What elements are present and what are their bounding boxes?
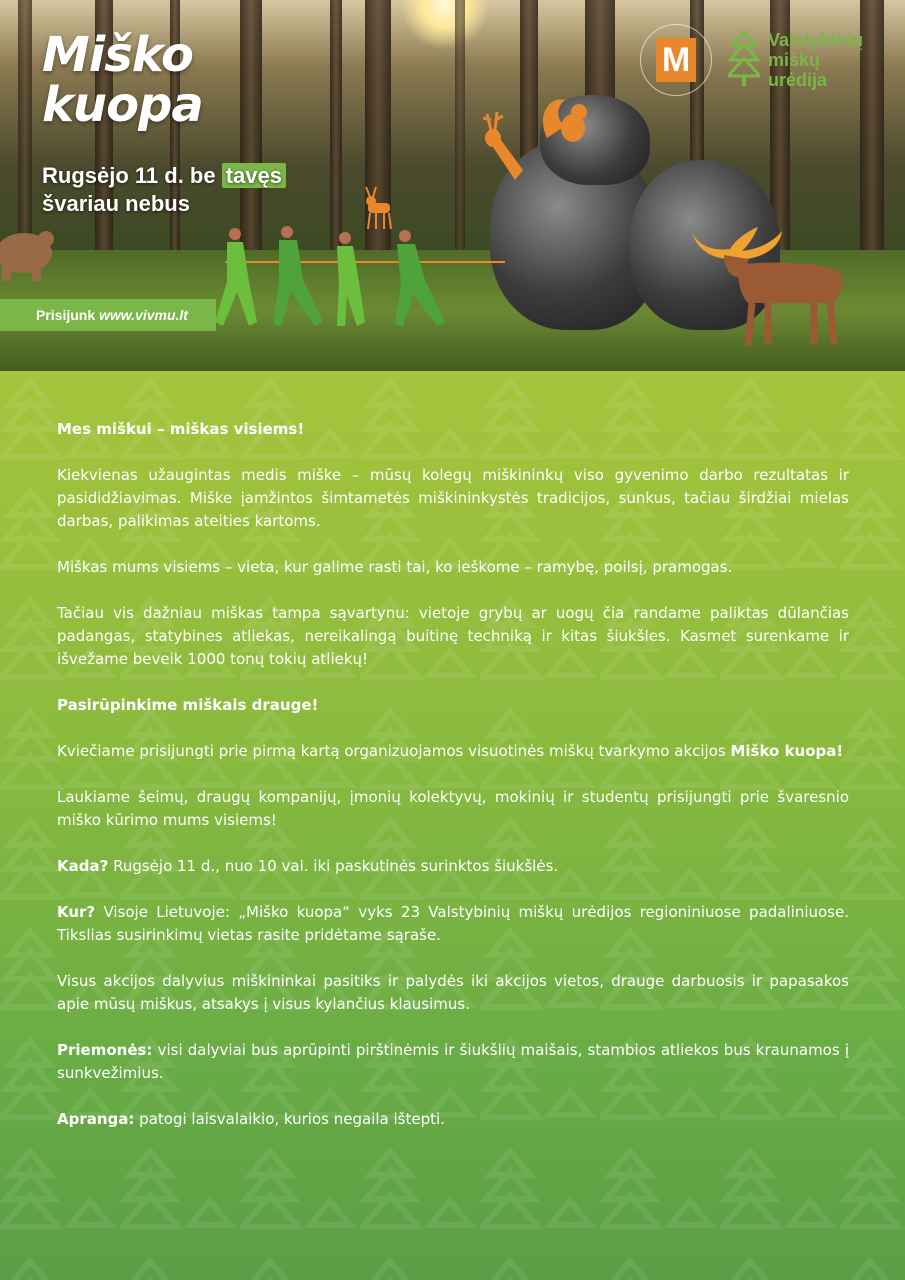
paragraph-invitation (57, 740, 849, 763)
where-label: Kur? (57, 903, 96, 921)
gear-paragraph (57, 1108, 849, 1131)
hero-banner (0, 0, 905, 371)
paragraph-text: Kviečiame prisijungti prie pirmą kartą organizuojamos visuotinės miškų tvarkymo akcijos (57, 742, 731, 760)
tools-paragraph (57, 1039, 849, 1085)
tagline (42, 162, 286, 218)
gear-text: patogi laisvalaikio, kurios negaila ištepti. (134, 1110, 445, 1128)
tagline-line2: švariau nebus (42, 191, 190, 216)
when-text: Rugsėjo 11 d., nuo 10 val. iki paskutinės surinktos šiukšlės. (108, 857, 559, 875)
paragraph: Kiekvienas užaugintas medis miške – mūsų kolegų miškininkų viso gyvenimo darbo rezultatas ir pasididžiavimas. Miške įamžintos šimtametės miškininkystės tradicijos, sunkus, tačiau širdžiai mielas darbas, palikimas ateities kartoms. (57, 466, 849, 530)
sunlight (400, 0, 490, 50)
event-title-line1: Miško (42, 27, 193, 83)
paragraph: Laukiame šeimų, draugų kompanijų, įmonių kolektyvų, mokinių ir studentų prisijungti prie švaresnio miško kūrimo mums visiems! (57, 788, 849, 829)
section-heading: Pasirūpinkime miškais drauge! (57, 696, 319, 714)
volunteers-illustration (205, 222, 505, 332)
paragraph: Tačiau vis dažniau miškas tampa sąvartynu: vietoje grybų ar uogų čia randame paliktas dūlančias padangas, statybines atliekas, nereikalingą buitinę techniką ir kitas šiukšles. Kasmet surenkame ir išvežame beveik 1000 tonų tokių atliekų! (57, 604, 849, 668)
tree-logo-icon (728, 30, 760, 88)
tree-trunk (240, 0, 262, 260)
event-title-line2: kuopa (42, 77, 203, 133)
paragraph: Visus akcijos dalyvius miškininkai pasitiks ir palydės iki akcijos vietos, drauge darbuosis ir papasakos apie mūsų miškus, atsakys į visus kylančius klausimus. (57, 972, 849, 1013)
tree-trunk (860, 0, 884, 260)
tree-trunk (330, 0, 342, 260)
event-title (42, 27, 203, 133)
deer-illustration (475, 110, 535, 200)
where-text: Visoje Lietuvoje: „Miško kuopa“ vyks 23 Valstybinių miškų urėdijos regioniniuose padaliniuose. Tikslias susirinkimų vietas rasite pridėtame sąraše. (57, 903, 849, 944)
article-body (57, 418, 849, 1154)
bear-illustration (0, 225, 56, 283)
tools-label: Priemonės: (57, 1041, 153, 1059)
vmu-logo (728, 30, 863, 90)
tree-trunk (18, 0, 32, 260)
when-paragraph (57, 855, 849, 878)
section-heading: Mes miškui – miškas visiems! (57, 420, 305, 438)
tagline-highlight: tavęs (222, 163, 286, 188)
tools-text: visi dalyviai bus aprūpinti pirštinėmis ir šiukšlių maišais, stambios atliekos bus kraunamos į sunkvežimius. (57, 1041, 849, 1082)
join-label: Prisijunk (36, 307, 100, 323)
moose-illustration (690, 225, 850, 350)
org-name-line1: Valstybinių (768, 30, 864, 50)
org-name-line3: urėdija (768, 70, 828, 90)
paragraph: Miškas mums visiems – vieta, kur galime rasti tai, ko ieškome – ramybę, poilsį, pramogas. (57, 558, 733, 576)
squirrel-illustration (535, 88, 595, 148)
tree-trunk (455, 0, 465, 260)
join-url-link[interactable]: www.vivmu.lt (99, 307, 188, 323)
gear-label: Apranga: (57, 1110, 135, 1128)
where-paragraph (57, 901, 849, 947)
org-name-line2: miškų (768, 50, 821, 70)
event-name-bold: Miško kuopa! (730, 742, 844, 760)
when-label: Kada? (57, 857, 109, 875)
join-banner[interactable] (0, 299, 216, 331)
ministry-logo-letter: M (656, 38, 696, 82)
tagline-text: Rugsėjo 11 d. be (42, 163, 222, 188)
ministry-logo (640, 24, 712, 96)
org-name (768, 30, 863, 90)
